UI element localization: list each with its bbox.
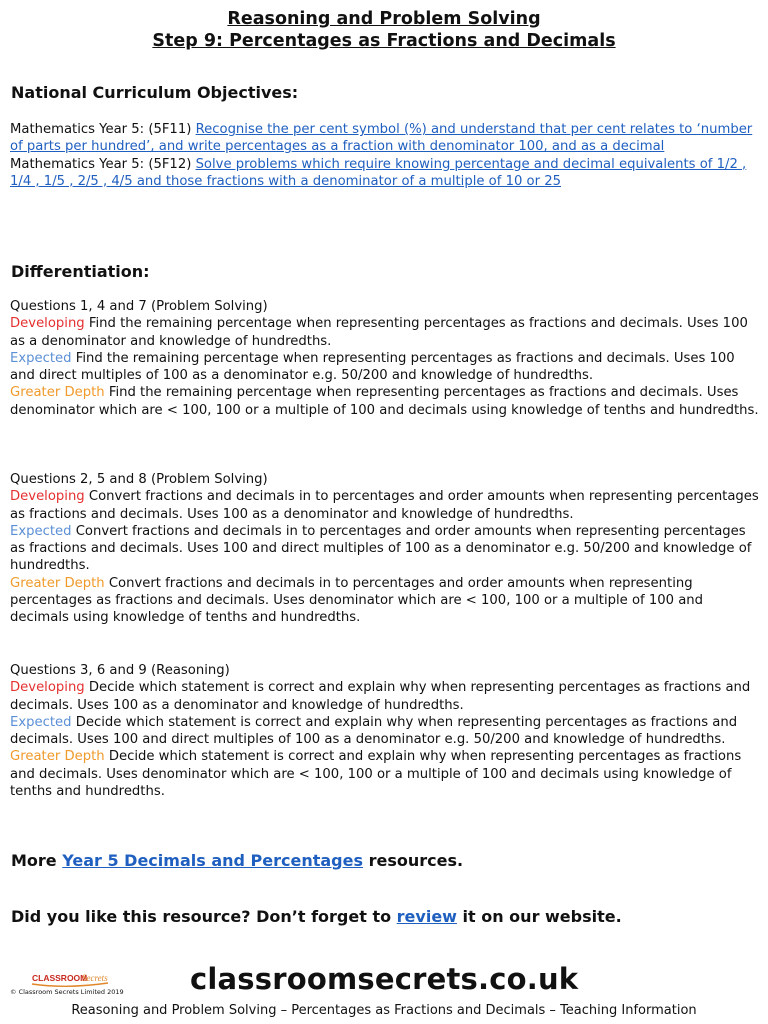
- expected-text: Find the remaining percentage when representing percentages as fractions and decimals. Uses 100 and direct multiples of 100 as a denominator e.g. 50/200 and knowledge of hundredths.: [10, 350, 735, 384]
- question-group: [10, 662, 760, 800]
- developing-paragraph: [10, 679, 760, 714]
- objectives-list: [10, 121, 760, 190]
- objectives-heading: National Curriculum Objectives:: [11, 83, 299, 102]
- more-resources: [11, 851, 463, 870]
- developing-label: Developing: [10, 316, 85, 332]
- review-prefix: Did you like this resource? Don’t forget to: [11, 907, 397, 926]
- developing-paragraph: [10, 315, 760, 350]
- review-prompt: [11, 907, 622, 926]
- logo-word-classroom: CLASSROOM: [32, 973, 88, 983]
- review-suffix: it on our website.: [456, 907, 622, 926]
- copyright-text: © Classroom Secrets Limited 2019: [10, 988, 124, 996]
- expected-label: Expected: [10, 350, 72, 366]
- expected-label: Expected: [10, 714, 72, 730]
- logo-word-secrets: Secrets: [82, 973, 108, 983]
- objective-link[interactable]: Recognise the per cent symbol (%) and understand that per cent relates to ‘number of parts per hundred’, and write percentages as a fraction with denominator 100, and as a decimal: [10, 122, 753, 155]
- question-group-title: Questions 3, 6 and 9 (Reasoning): [10, 663, 230, 678]
- expected-paragraph: [10, 350, 760, 385]
- question-group-title: Questions 2, 5 and 8 (Problem Solving): [10, 472, 268, 487]
- question-group: [10, 298, 760, 419]
- expected-text: Decide which statement is correct and explain why when representing percentages as fractions and decimals. Uses 100 and direct multiples of 100 as a denominator e.g. 50/200 and knowledge of hundredths.: [10, 714, 738, 748]
- greater-depth-label: Greater Depth: [10, 385, 105, 401]
- differentiation-heading: Differentiation:: [11, 262, 150, 281]
- question-group-title: Questions 1, 4 and 7 (Problem Solving): [10, 299, 268, 314]
- greater-depth-paragraph: [10, 575, 760, 627]
- developing-text: Decide which statement is correct and explain why when representing percentages as fractions and decimals. Uses 100 as a denominator and knowledge of hundredths.: [10, 680, 751, 713]
- greater-depth-label: Greater Depth: [10, 749, 105, 765]
- developing-paragraph: [10, 488, 760, 523]
- developing-label: Developing: [10, 489, 85, 505]
- objective-link[interactable]: Solve problems which require knowing percentage and decimal equivalents of 1/2 , 1/4 , 1/5 , 2/5 , 4/5 and those fractions with a denominator of a multiple of 10 or 25: [10, 156, 747, 189]
- objective-prefix: Mathematics Year 5: (5F12): [10, 156, 196, 172]
- logo-swoosh: [32, 983, 108, 986]
- developing-label: Developing: [10, 680, 85, 696]
- expected-text: Convert fractions and decimals in to percentages and order amounts when representing percentages as fractions and decimals. Uses 100 and direct multiples of 100 as a denominator e.g. 50/200 and knowledge of hundredths.: [10, 523, 752, 574]
- more-resources-link[interactable]: Year 5 Decimals and Percentages: [62, 851, 363, 870]
- expected-label: Expected: [10, 523, 72, 539]
- developing-text: Convert fractions and decimals in to percentages and order amounts when representing percentages as fractions and decimals. Uses 100 as a denominator and knowledge of hundredths.: [10, 489, 759, 522]
- review-link[interactable]: review: [396, 907, 457, 926]
- page-title: Reasoning and Problem Solving: [227, 9, 541, 29]
- greater-depth-text: Decide which statement is correct and explain why when representing percentages as fractions and decimals. Uses denominator which are < 100, 100 or a multiple of 100 and decimals using knowledge of tenths and hundredths.: [10, 749, 742, 800]
- greater-depth-paragraph: [10, 748, 760, 800]
- footer-description: Reasoning and Problem Solving – Percentages as Fractions and Decimals – Teaching Information: [71, 1003, 697, 1018]
- more-suffix: resources.: [363, 851, 464, 870]
- question-group: [10, 471, 760, 627]
- objective-prefix: Mathematics Year 5: (5F11): [10, 122, 196, 137]
- expected-paragraph: [10, 714, 760, 749]
- greater-depth-label: Greater Depth: [10, 575, 105, 591]
- site-name: classroomsecrets.co.uk: [190, 962, 579, 996]
- page-subtitle: Step 9: Percentages as Fractions and Decimals: [152, 31, 616, 51]
- page-header: [0, 8, 768, 52]
- greater-depth-text: Find the remaining percentage when representing percentages as fractions and decimals. Uses denominator which are < 100, 100 or a multiple of 100 and decimals using knowledge of tenths and hundredths.: [10, 385, 759, 418]
- greater-depth-paragraph: [10, 384, 760, 419]
- expected-paragraph: [10, 523, 760, 575]
- objective-item: [10, 156, 760, 191]
- greater-depth-text: Convert fractions and decimals in to percentages and order amounts when representing percentages as fractions and decimals. Uses denominator which are < 100, 100 or a multiple of 100 and decimals using knowledge of tenths and hundredths.: [10, 575, 704, 626]
- objective-item: [10, 121, 760, 156]
- developing-text: Find the remaining percentage when representing percentages as fractions and decimals. Uses 100 as a denominator and knowledge of hundredths.: [10, 316, 748, 349]
- more-prefix: More: [11, 851, 63, 870]
